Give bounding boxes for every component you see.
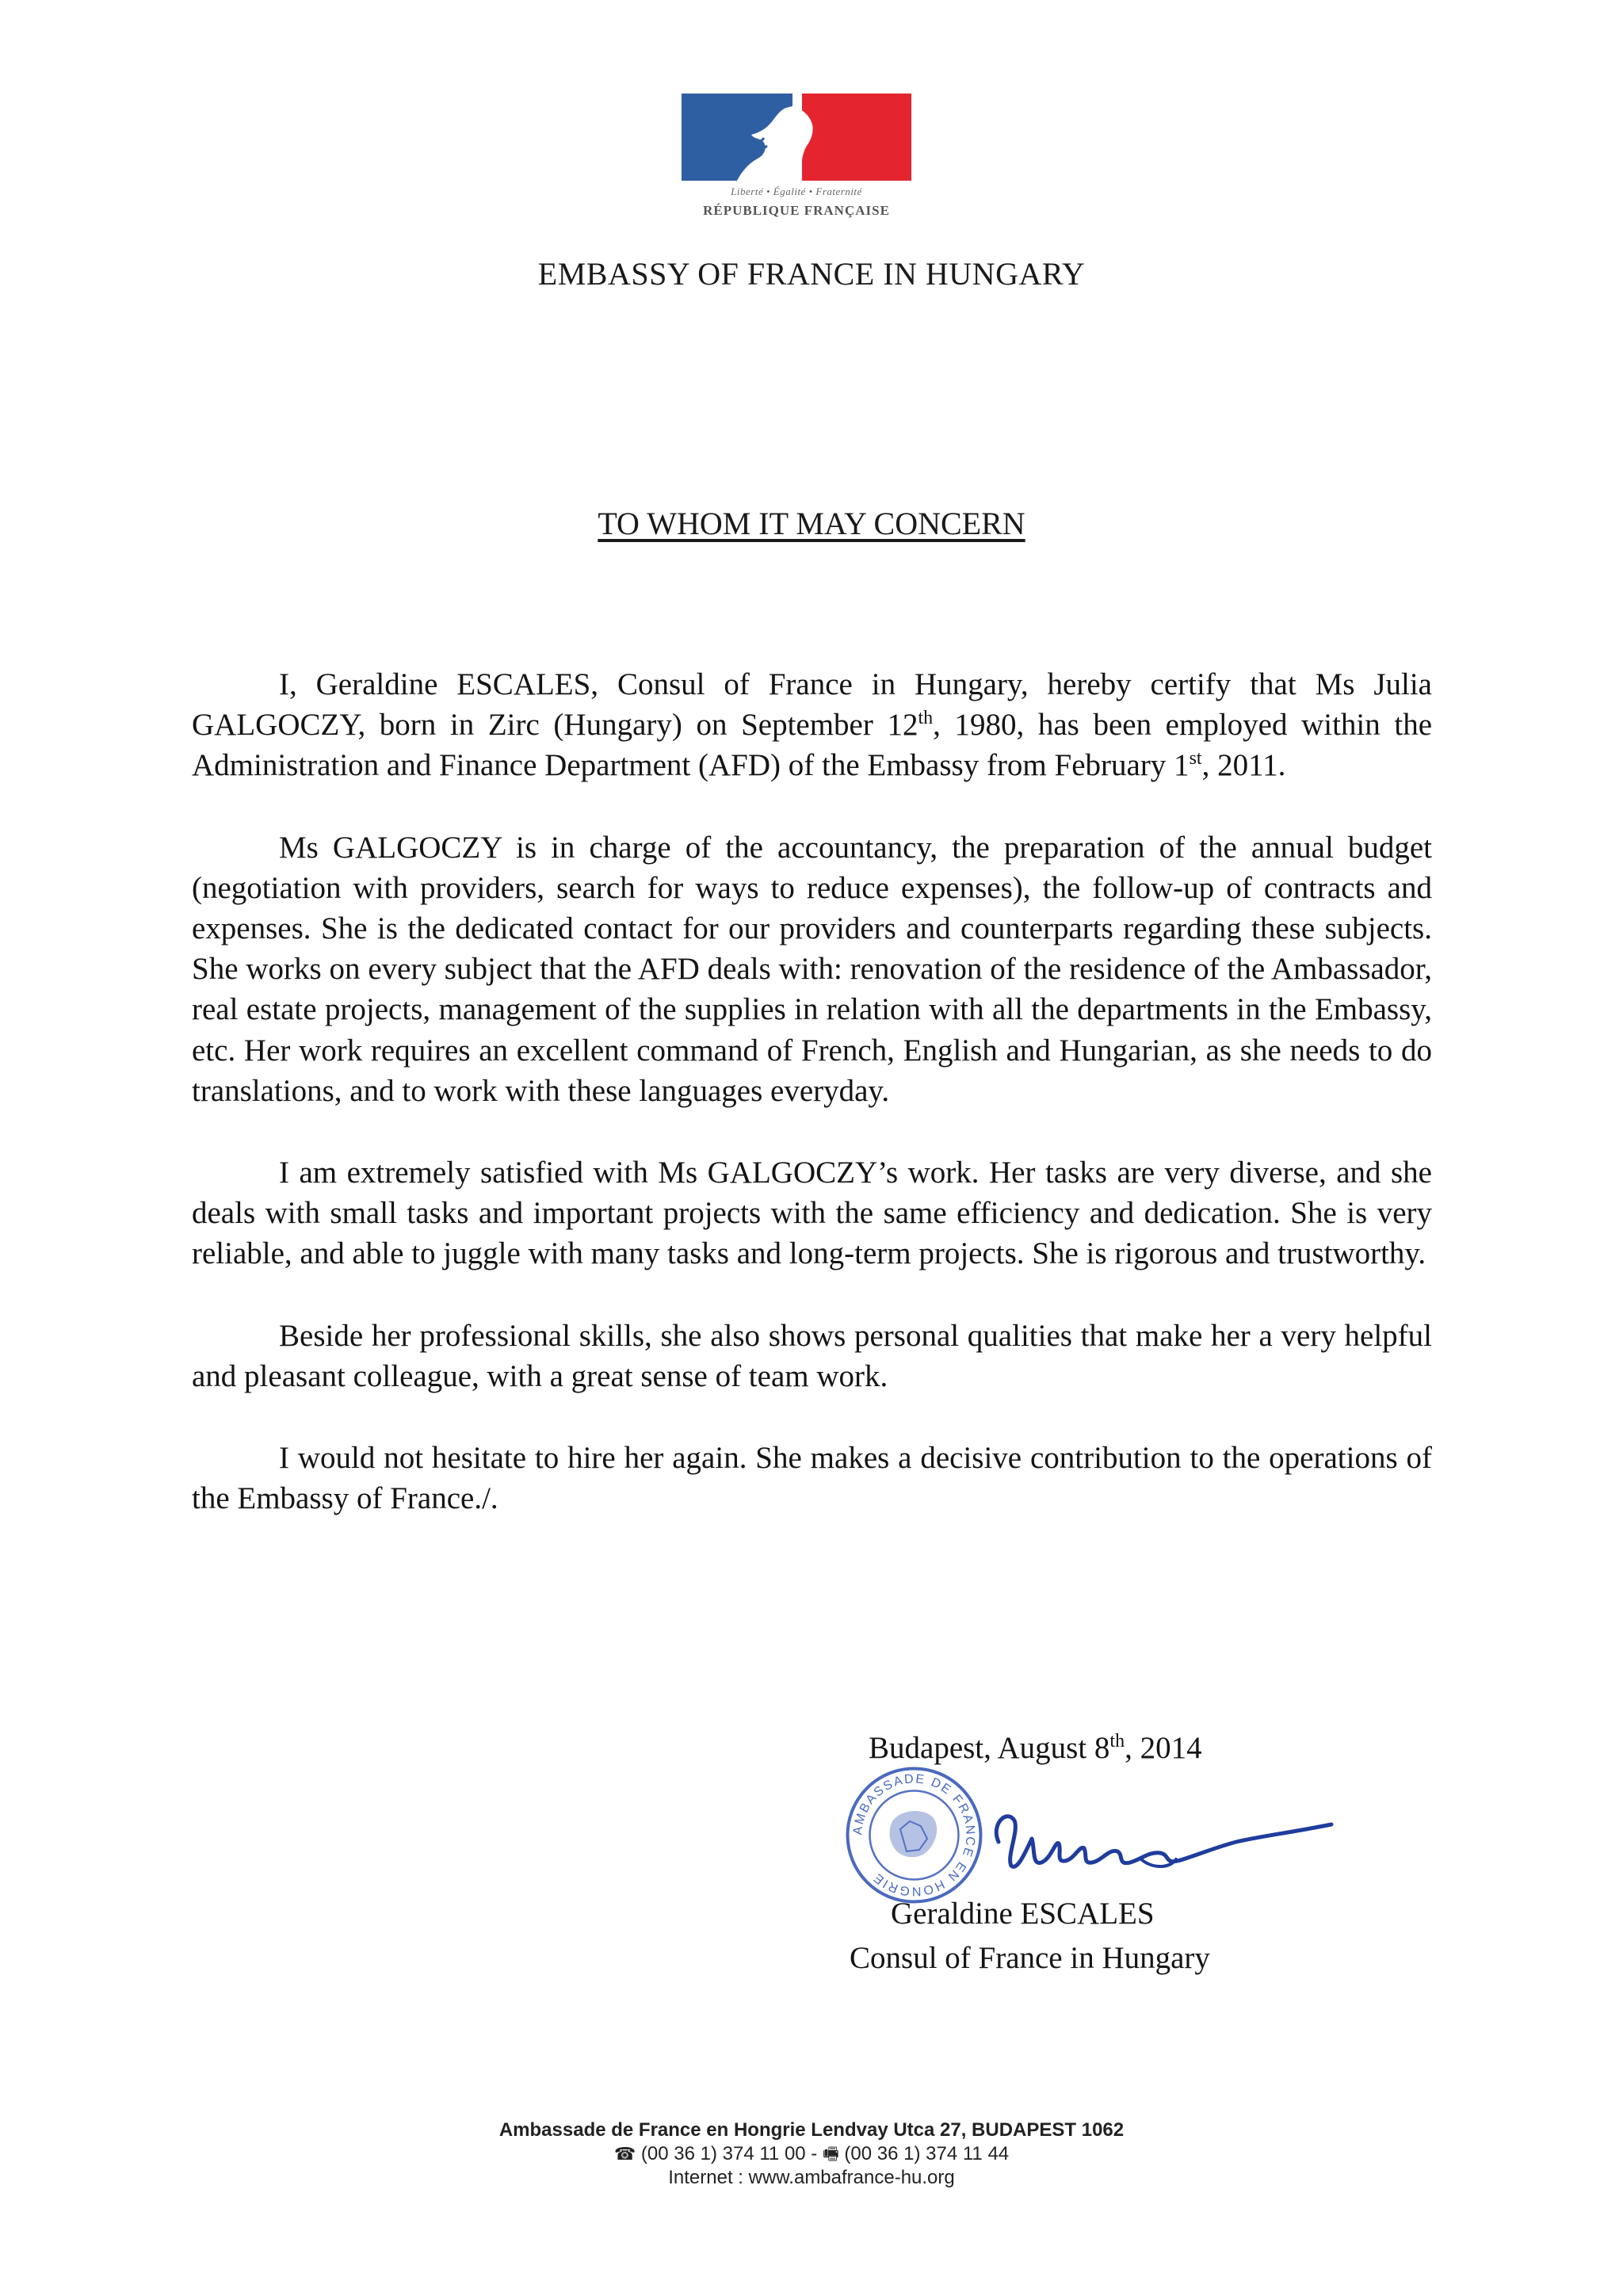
republique-francaise-logo (682, 94, 911, 219)
footer-separator: - (805, 2143, 823, 2164)
marianne-logo-mark (682, 94, 911, 181)
date-superscript: th (1109, 1731, 1125, 1752)
signer-title: Consul of France in Hungary (850, 1941, 1210, 1975)
signer-name: Geraldine ESCALES (891, 1897, 1155, 1931)
paragraph-1-text-a: I, Geraldine ESCALES, Consul of France in Hungary, hereby certify that Ms Julia GALGOCZY, born in Zirc (Hungary) on September 12 (192, 667, 1432, 743)
paragraph-1-text-b: , 1980, has been employed within the Administration and Finance Department (AFD) of the Embassy from February 1 (192, 708, 1433, 783)
footer-internet: Internet : www.ambafrance-hu.org (668, 2167, 955, 2188)
place-and-date (869, 1730, 1202, 1766)
embassy-title: EMBASSY OF FRANCE IN HUNGARY (537, 256, 1086, 292)
letter-heading: TO WHOM IT MAY CONCERN (598, 506, 1025, 541)
paragraph-2: Ms GALGOCZY is in charge of the accountancy, the preparation of the annual budget (negotiation with providers, search for ways to reduce expenses), the follow-up of contracts and expenses. She is the dedicated contact for our providers and counterparts regarding these subjects. She works on every subject that the AFD deals with: renovation of the residence of the Ambassador, real estate projects, management of the supplies in relation with all the departments in the Embassy, etc. Her work requires an excellent command of French, English and Hungarian, as she needs to do translations, and to work with these languages everyday. (192, 830, 1432, 1108)
fax-icon: 🖷 (822, 2144, 839, 2164)
seal-text: AMBASSADE DE FRANCE EN HONGRIE (851, 1772, 977, 1898)
logo-republique-francaise: RÉPUBLIQUE FRANÇAISE (703, 203, 890, 218)
logo-motto: Liberté • Égalité • Fraternité (731, 185, 862, 197)
footer-fax: (00 36 1) 374 11 44 (844, 2143, 1010, 2164)
letter-body (192, 664, 1432, 1560)
paragraph-1 (192, 664, 1432, 786)
paragraph-1-text-c: , 2011. (1201, 748, 1286, 783)
footer (0, 2118, 1623, 2190)
footer-phone: (00 36 1) 374 11 00 (640, 2143, 806, 2164)
date-text: Budapest, August 8 (869, 1731, 1110, 1765)
footer-contacts (0, 2142, 1623, 2166)
handwritten-signature (983, 1793, 1347, 1888)
date-year: , 2014 (1125, 1731, 1202, 1765)
superscript-st: st (1189, 748, 1202, 770)
phone-icon: ☎ (613, 2144, 636, 2164)
footer-address: Ambassade de France en Hongrie Lendvay Utca 27, BUDAPEST 1062 (498, 2119, 1125, 2141)
paragraph-5: I would not hesitate to hire her again. She makes a decisive contribution to the operations of the Embassy of France./. (192, 1441, 1432, 1516)
paragraph-3: I am extremely satisfied with Ms GALGOCZY’s work. Her tasks are very diverse, and she deals with small tasks and important projects with the same efficiency and dedication. She is very reliable, and able to juggle with many tasks and long-term projects. She is rigorous and trustworthy. (192, 1156, 1432, 1271)
embassy-seal-stamp (845, 1766, 983, 1904)
paragraph-4: Beside her professional skills, she also shows personal qualities that make her a very helpful and pleasant colleague, with a great sense of team work. (192, 1318, 1432, 1393)
superscript-th: th (918, 708, 934, 729)
